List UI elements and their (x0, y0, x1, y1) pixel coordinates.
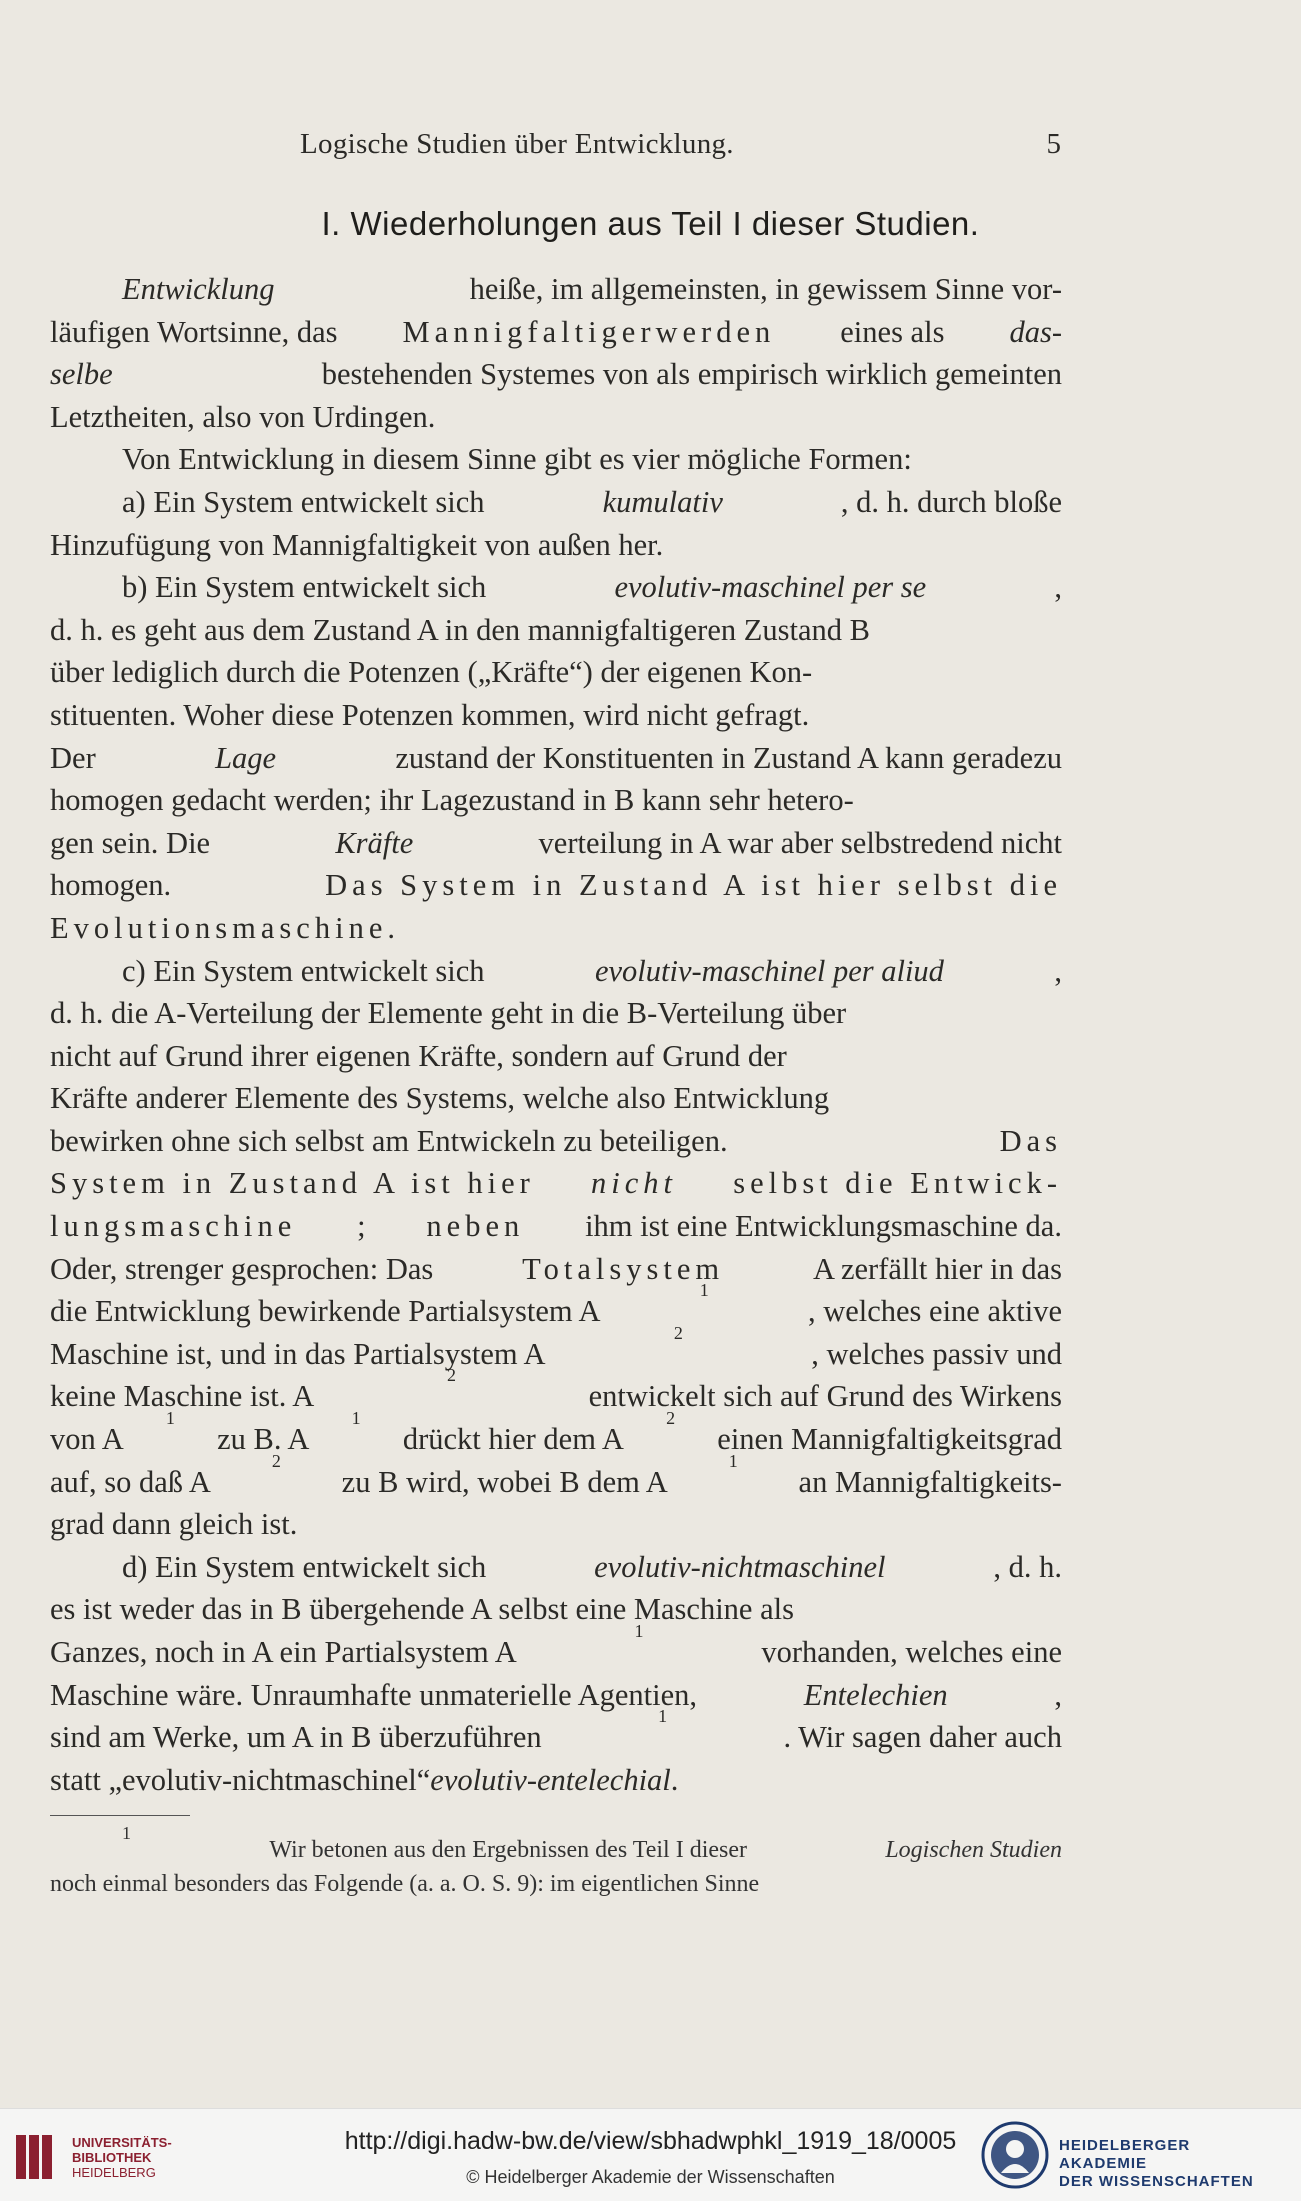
body-text-line (50, 396, 1062, 439)
body-text-line (50, 1408, 1062, 1461)
superscript: 1 (728, 1450, 738, 1471)
text-run: ihm ist eine Entwicklungsmaschine da. (585, 1209, 1062, 1244)
text-run: System in Zustand A ist hier (50, 1166, 535, 1201)
body-text-line (50, 737, 1062, 780)
copyright-notice: © Heidelberger Akademie der Wissenschaften (466, 2167, 835, 2187)
text-run: neben (426, 1209, 525, 1244)
body-text-line (50, 1588, 1062, 1631)
body-text-line (50, 353, 1062, 396)
text-run: Entwicklung (122, 272, 275, 306)
text-run: zustand der Konstituenten in Zustand A kann geradezu (395, 740, 1062, 775)
text-run: statt „evolutiv-nichtmaschinel“ (50, 1762, 431, 1797)
superscript: 2 (446, 1365, 456, 1386)
text-run: c) Ein System entwickelt sich (122, 953, 485, 988)
text-run: die Entwicklung bewirkende Partialsystem A (50, 1294, 601, 1329)
footnote-rule (50, 1815, 190, 1816)
text-run: Kräfte (335, 825, 414, 860)
text-run: evolutiv-maschinel per se (614, 570, 927, 605)
ub-name-line-3: HEIDELBERG (72, 2165, 156, 2180)
body-text-line (50, 864, 1062, 907)
body-text-line (50, 1759, 1062, 1802)
academy-name-line-2: DER WISSENSCHAFTEN (1059, 2173, 1254, 2190)
text-run: noch einmal besonders das Folgende (a. a. O. S. 9): im eigentlichen Sinne (50, 1871, 760, 1897)
footnote-line (50, 1823, 1062, 1867)
text-run: kumulativ (602, 484, 723, 519)
text-run: das- (1009, 314, 1062, 349)
text-run: nicht (591, 1166, 678, 1201)
text-run: Das (999, 1123, 1062, 1158)
body-text-line (50, 524, 1062, 567)
body-text-line (50, 907, 1062, 950)
text-run: läufigen Wortsinne, das (50, 314, 338, 349)
text-run: Lage (215, 740, 277, 775)
text-run: d) Ein System entwickelt sich (122, 1549, 487, 1584)
section-title: I. Wiederholungen aus Teil I dieser Studien. (321, 205, 980, 242)
text-run: Hinzufügung von Mannigfaltigkeit von außen her. (50, 527, 664, 562)
body-text-line (50, 992, 1062, 1035)
body-text-line (50, 1546, 1062, 1589)
viewer-footer (0, 2108, 1301, 2201)
text-run: Oder, strenger gesprochen: Das (50, 1251, 434, 1286)
superscript: 1 (658, 1706, 668, 1727)
text-run: über lediglich durch die Potenzen („Kräfte“) der eigenen Kon- (50, 655, 813, 690)
text-run: Entelechien (803, 1677, 948, 1712)
text-run: einen Mannigfaltigkeitsgrad (717, 1422, 1062, 1457)
text-run: Ganzes, noch in A ein Partialsystem A (50, 1635, 517, 1669)
text-run: bewirken ohne sich selbst am Entwickeln zu beteiligen. (50, 1123, 728, 1158)
text-run: evolutiv-nichtmaschinel (594, 1549, 886, 1584)
ub-name-line-2: BIBLIOTHEK (72, 2150, 152, 2165)
body-text-line (50, 1503, 1062, 1546)
text-run: , (1054, 1677, 1062, 1712)
text-run: Logischen Studien (885, 1837, 1062, 1863)
body-text-line (50, 1280, 1062, 1333)
text-run: Totalsystem (522, 1251, 725, 1286)
text-run: a) Ein System entwickelt sich (122, 484, 485, 519)
superscript: 1 (351, 1408, 361, 1429)
body-text-line (50, 1248, 1062, 1291)
text-run: nicht auf Grund ihrer eigenen Kräfte, sondern auf Grund der (50, 1038, 787, 1073)
body-text-line (50, 822, 1062, 865)
body-text-line (50, 311, 1062, 354)
text-run: grad dann gleich ist. (50, 1507, 298, 1542)
text-run: d. h. die A-Verteilung der Elemente geht in die B-Verteilung über (50, 996, 847, 1031)
text-run: lungsmaschine (50, 1209, 297, 1244)
text-run: , welches passiv und (811, 1336, 1062, 1371)
text-run: d. h. es geht aus dem Zustand A in den mannigfaltigeren Zustand B (50, 612, 870, 647)
academy-seal-icon (981, 2121, 1049, 2189)
body-text-line (50, 438, 1062, 481)
page-number: 5 (1046, 128, 1061, 160)
text-run: an Mannigfaltigkeits- (798, 1464, 1062, 1499)
superscript: 2 (666, 1408, 676, 1429)
body-text-line (50, 1077, 1062, 1120)
footnote (50, 1823, 1062, 1901)
academy-name-line-1: HEIDELBERGER AKADEMIE (1059, 2137, 1191, 2172)
text-run: Das System in Zustand A ist hier selbst die (325, 868, 1062, 903)
text-run: eines als (840, 314, 945, 349)
body-text (50, 268, 1062, 1801)
body-text-line (50, 481, 1062, 524)
text-run: , d. h. (993, 1549, 1062, 1584)
superscript: 1 (122, 1823, 131, 1843)
text-run: b) Ein System entwickelt sich (122, 570, 487, 605)
text-run: Maschine wäre. Unraumhafte unmaterielle Agentien, (50, 1677, 698, 1712)
text-run: zu B. A (217, 1422, 310, 1457)
text-run: . Wir sagen daher auch (783, 1720, 1062, 1755)
text-run: , welches eine aktive (807, 1294, 1062, 1329)
body-text-line (50, 779, 1062, 822)
text-run: gen sein. Die (50, 825, 211, 860)
body-text-line (50, 268, 1062, 311)
body-text-line (50, 566, 1062, 609)
text-run: , d. h. durch bloße (840, 484, 1062, 519)
body-text-line (50, 1621, 1062, 1674)
text-run: Maschine ist, und in das Partialsystem A (50, 1336, 546, 1371)
text-run: von A (50, 1422, 124, 1457)
superscript: 1 (699, 1280, 709, 1301)
body-text-line (50, 1120, 1062, 1163)
body-text-line (50, 1674, 1062, 1717)
text-run: Von Entwicklung in diesem Sinne gibt es vier mögliche Formen: (122, 442, 912, 477)
superscript: 2 (271, 1450, 281, 1471)
text-run: A zerfällt hier in das (813, 1251, 1062, 1286)
running-head: Logische Studien über Entwicklung. (300, 128, 734, 160)
text-run: vorhanden, welches eine (761, 1635, 1062, 1669)
text-run: , (1054, 953, 1062, 988)
text-run: keine Maschine ist. A (50, 1379, 315, 1414)
text-run: zu B wird, wobei B dem A (341, 1464, 668, 1499)
body-text-line (50, 1322, 1062, 1376)
text-run: ; (357, 1209, 366, 1244)
text-run: heiße, im allgemeinsten, in gewissem Sinne vor- (469, 272, 1062, 306)
body-text-line (50, 1365, 1062, 1418)
text-run: entwickelt sich auf Grund des Wirkens (588, 1379, 1062, 1414)
text-run: homogen. (50, 868, 172, 903)
text-run: . (670, 1762, 679, 1797)
text-run: sind am Werke, um A in B überzuführen (50, 1720, 542, 1755)
text-run: drückt hier dem A (402, 1422, 624, 1457)
body-text-line (50, 651, 1062, 694)
text-run: Evolutionsmaschine. (50, 910, 400, 945)
text-run: stituenten. Woher diese Potenzen kommen, wird nicht gefragt. (50, 697, 810, 732)
body-text-line (50, 1162, 1062, 1205)
hadw-logo[interactable] (981, 2119, 1281, 2191)
text-run: homogen gedacht werden; ihr Lagezustand in B kann sehr hetero- (50, 783, 854, 818)
body-text-line (50, 609, 1062, 652)
body-text-line (50, 950, 1062, 993)
body-text-line (50, 1205, 1062, 1248)
body-text-line (50, 694, 1062, 737)
text-run: auf, so daß A (50, 1464, 211, 1499)
text-run: evolutiv-maschinel per aliud (594, 953, 944, 988)
body-text-line (50, 1450, 1062, 1504)
ub-name-line-1: UNIVERSITÄTS- (72, 2135, 172, 2150)
text-run: Der (50, 740, 96, 775)
text-run: bestehenden Systemes von als empirisch wirklich gemeinten (321, 357, 1062, 392)
text-run: Wir betonen aus den Ergebnissen des Teil I dieser (269, 1837, 747, 1863)
text-run: es ist weder das in B übergehende A selbst eine Maschine als (50, 1592, 794, 1627)
text-run: , (1054, 570, 1062, 605)
text-run: verteilung in A war aber selbstredend nicht (538, 825, 1062, 860)
text-run: selbst die Entwick- (733, 1166, 1062, 1201)
permalink-url[interactable]: http://digi.hadw-bw.de/view/sbhadwphkl_1919_18/0005 (344, 2127, 957, 2155)
text-run: evolutiv-entelechial (430, 1762, 671, 1797)
superscript: 1 (634, 1621, 644, 1641)
superscript: 1 (165, 1408, 175, 1429)
footnote-line (50, 1867, 1062, 1901)
body-text-line (50, 1706, 1062, 1759)
text-run: Letztheiten, also von Urdingen. (50, 399, 436, 434)
text-run: Kräfte anderer Elemente des Systems, welche also Entwicklung (50, 1081, 830, 1116)
text-run: selbe (50, 357, 113, 392)
superscript: 2 (673, 1322, 683, 1343)
body-text-line (50, 1035, 1062, 1078)
text-run: Mannigfaltigerwerden (402, 314, 776, 349)
